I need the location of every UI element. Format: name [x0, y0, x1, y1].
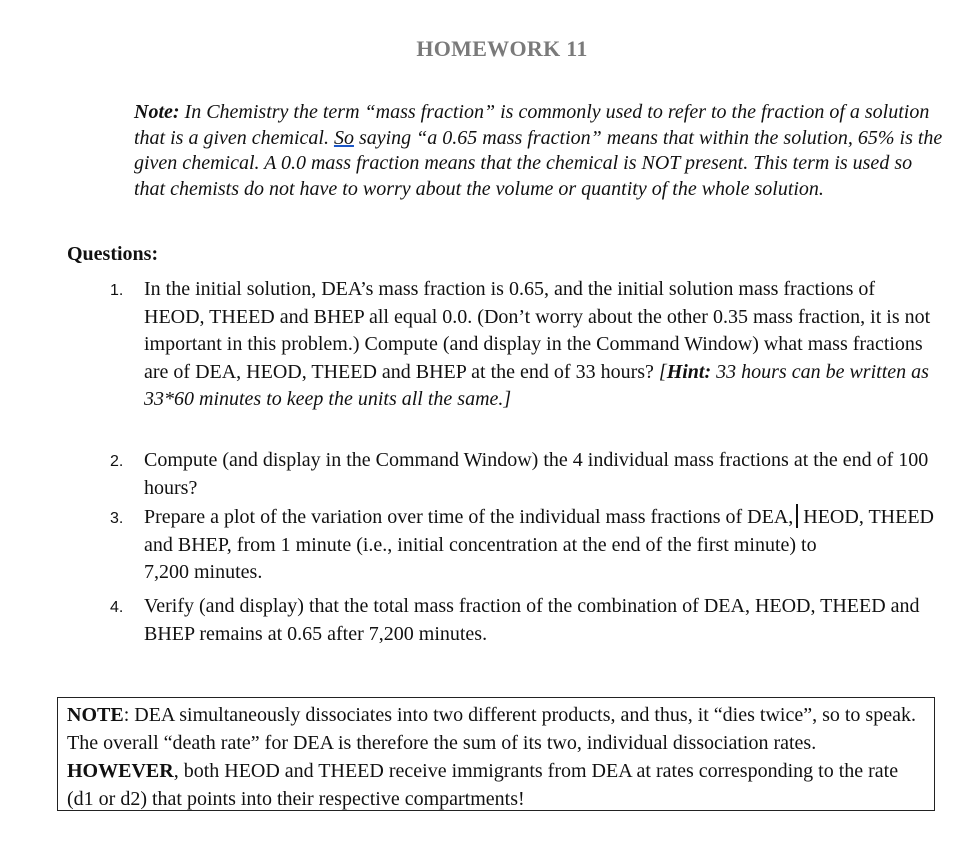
- question-text: In the initial solution, DEA’s mass fraction is 0.65, and the initial solution mass fractions of HEOD, THEED and BHEP all equal 0.0. (Don’t worry about the other 0.35 mass fraction, it is not important in this problem.) Compute (and display in the Command Window) what mass fractions are of DEA, HEOD, THEED and BHEP at the end of 33 hours?: [144, 278, 931, 383]
- hint-text: 33 hours can be written as 33*60 minutes to keep the units all the same.]: [144, 360, 929, 410]
- question-number: 2.: [110, 453, 124, 470]
- question-item: [144, 276, 934, 414]
- note-box: [57, 697, 935, 811]
- note-paragraph: [134, 100, 944, 202]
- notebox-text-part1: : DEA simultaneously dissociates into two different products, and thus, it “dies twice”, so to speak. The overall “death rate” for DEA is therefore the sum of its two, individual dissociation rates.: [67, 704, 916, 754]
- question-number: 1.: [110, 282, 124, 299]
- page-title: HOMEWORK 11: [416, 36, 588, 61]
- question-item: [144, 504, 934, 587]
- notebox-however: HOWEVER: [67, 760, 174, 782]
- note-text-part2: saying “a 0.65 mass fraction” means that within the solution, 65% is the given chemical. A 0.0 mass fraction means that the chemical is NOT present. This term is used so that chemists do not have to worry about the volume or quantity of the whole solution.: [134, 126, 943, 200]
- question-text-continued: HEOD, THEED and BHEP, from 1 minute (i.e., initial concentration at the end of the first minute) to 7,200 minutes.: [144, 506, 934, 583]
- question-text: Verify (and display) that the total mass fraction of the combination of DEA, HEOD, THEED and BHEP remains at 0.65 after 7,200 minutes.: [144, 595, 920, 645]
- question-number: 4.: [110, 599, 124, 616]
- question-number: 3.: [110, 510, 124, 527]
- question-item: [144, 593, 934, 648]
- questions-heading: Questions:: [67, 243, 159, 265]
- hint-open: [: [658, 360, 667, 383]
- note-text-part1: In Chemistry the term “mass fraction” is commonly used to refer to the fraction of a solution that is a given chemical.: [134, 101, 930, 149]
- question-item: [144, 447, 934, 502]
- note-label: Note:: [134, 101, 180, 123]
- notebox-label: NOTE: [67, 704, 124, 726]
- hint-label: Hint:: [666, 360, 712, 383]
- note-so-word: So: [333, 126, 354, 149]
- notebox-text-part2: , both HEOD and THEED receive immigrants from DEA at rates corresponding to the rate (d1 or d2) that points into their respective compartments!: [67, 760, 899, 810]
- question-text: Prepare a plot of the variation over time of the individual mass fractions of DEA,: [144, 506, 794, 528]
- question-text: Compute (and display in the Command Window) the 4 individual mass fractions at the end of 100 hours?: [144, 449, 929, 499]
